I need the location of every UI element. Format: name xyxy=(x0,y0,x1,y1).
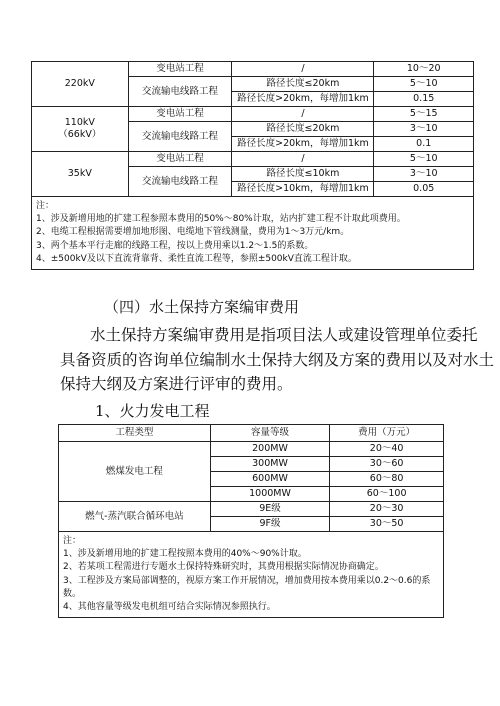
capacity-cell: 600MW xyxy=(210,472,330,487)
note-line: 4、±500kV及以下直流背靠背、柔性直流工程等，参照±500kV直流工程计取。 xyxy=(36,253,357,264)
table-row xyxy=(59,502,444,517)
value-cell: 0.05 xyxy=(374,182,474,197)
note-line: 1、涉及新增用地的扩建工程参照本费用的50%～80%计取，站内扩建工程不计取此项费用。 xyxy=(36,214,406,225)
condition-cell: 路径长度>20km，每增加1km xyxy=(232,92,374,107)
condition-cell: 路径长度≤20km xyxy=(232,77,374,92)
condition-cell: / xyxy=(232,152,374,167)
capacity-cell: 300MW xyxy=(210,457,330,472)
item-cell: 交流输电线路工程 xyxy=(128,167,232,197)
notes-row xyxy=(32,197,474,270)
table-row xyxy=(59,442,444,457)
condition-cell: 路径长度>20km，每增加1km xyxy=(232,137,374,152)
column-header: 费用（万元） xyxy=(330,425,444,442)
notes-cell xyxy=(59,532,444,618)
item-cell: 交流输电线路工程 xyxy=(128,122,232,152)
value-cell: 5～10 xyxy=(374,152,474,167)
capacity-cell: 1000MW xyxy=(210,487,330,502)
capacity-cell: 200MW xyxy=(210,442,330,457)
column-header: 工程类型 xyxy=(59,425,211,442)
value-cell: 5～15 xyxy=(374,107,474,122)
type-cell: 燃煤发电工程 xyxy=(59,442,211,502)
table-row xyxy=(32,152,474,167)
note-line: 3、工程涉及方案局部调整的，视原方案工作开展情况，增加费用按本费用乘以0.2～0.6的系数。 xyxy=(63,575,431,599)
notes-cell xyxy=(32,197,474,270)
condition-cell: 路径长度>10km，每增加1km xyxy=(232,182,374,197)
value-cell: 10～20 xyxy=(374,62,474,77)
voltage-cell: 35kV xyxy=(32,152,129,197)
condition-cell: / xyxy=(232,62,374,77)
fee-cell: 30～60 xyxy=(330,457,444,472)
item-cell: 变电站工程 xyxy=(128,62,232,77)
type-cell: 燃气-蒸汽联合循环电站 xyxy=(59,502,211,532)
table-row xyxy=(32,107,474,122)
fee-cell: 20～30 xyxy=(330,502,444,517)
paragraph-line: 保持大纲及方案进行评审的费用。 xyxy=(60,375,293,393)
sub-heading: 1、火力发电工程 xyxy=(95,402,210,420)
paragraph-line: 具备资质的咨询单位编制水土保持大纲及方案的费用以及对水土 xyxy=(60,350,495,369)
item-cell: 交流输电线路工程 xyxy=(128,77,232,107)
body-paragraph xyxy=(60,323,495,397)
value-cell: 0.1 xyxy=(374,137,474,152)
value-cell: 3～10 xyxy=(374,167,474,182)
voltage-cell: 220kV xyxy=(32,62,129,107)
value-cell: 0.15 xyxy=(374,92,474,107)
note-line: 2、若某项工程需进行专题水土保持特殊研究时，其费用根据实际情况协商确定。 xyxy=(63,562,384,573)
notes-row xyxy=(59,532,444,618)
note-line: 1、涉及新增用地的扩建工程按照本费用的40%～90%计取。 xyxy=(63,549,307,560)
paragraph-line: 水土保持方案编审费用是指项目法人或建设管理单位委托 xyxy=(90,326,478,344)
note-line: 3、两个基本平行走廊的线路工程，按以上费用乘以1.2～1.5的系数。 xyxy=(36,240,314,251)
capacity-cell: 9E级 xyxy=(210,502,330,517)
fee-cell: 60～80 xyxy=(330,472,444,487)
capacity-cell: 9F级 xyxy=(210,517,330,532)
note-line: 2、电缆工程根据需要增加地形图、电缆地下管线测量，费用为1～3万元/km。 xyxy=(36,227,350,238)
item-cell: 变电站工程 xyxy=(128,152,232,167)
condition-cell: / xyxy=(232,107,374,122)
value-cell: 5～10 xyxy=(374,77,474,92)
table-row xyxy=(32,62,474,77)
item-cell: 变电站工程 xyxy=(128,107,232,122)
note-line: 注： xyxy=(63,536,82,546)
voltage-cell: 110kV （66kV） xyxy=(32,107,129,152)
note-line: 注： xyxy=(36,201,55,211)
value-cell: 3～10 xyxy=(374,122,474,137)
fee-cell: 60～100 xyxy=(330,487,444,502)
section-heading: （四）水土保持方案编审费用 xyxy=(104,298,300,316)
substation-fee-table xyxy=(31,61,474,270)
note-line: 4、其他容量等级发电机组可结合实际情况参照执行。 xyxy=(63,602,276,613)
fee-cell: 20～40 xyxy=(330,442,444,457)
thermal-power-fee-table xyxy=(58,424,444,618)
condition-cell: 路径长度≤20km xyxy=(232,122,374,137)
column-header: 容量等级 xyxy=(210,425,330,442)
table-header-row xyxy=(59,425,444,442)
condition-cell: 路径长度≤10km xyxy=(232,167,374,182)
fee-cell: 30～50 xyxy=(330,517,444,532)
